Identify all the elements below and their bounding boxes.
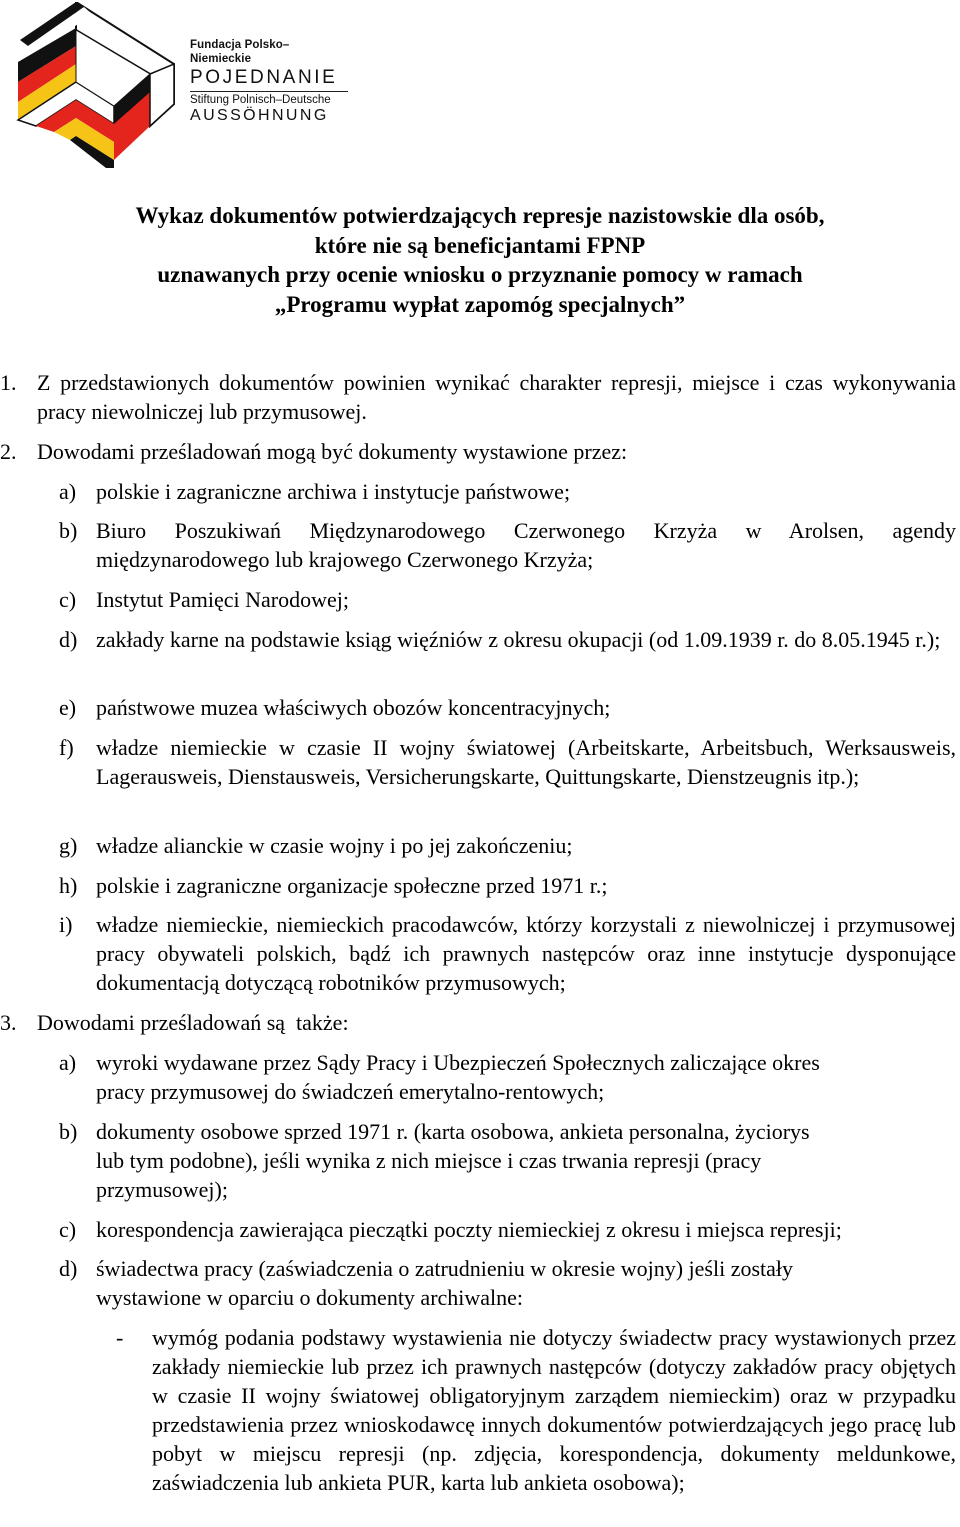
item-mark: a) xyxy=(59,1050,77,1075)
item-mark: c) xyxy=(59,587,77,612)
logo-line-3: Stiftung Polnisch–Deutsche xyxy=(190,94,331,106)
item-mark: e) xyxy=(59,695,77,720)
item-mark: h) xyxy=(59,873,78,898)
dash-item-text: wymóg podania podstawy wystawienia nie dotyczy świadectw pracy wystawionych przez zakłady niemieckie lub przez ich prawnych następców (dotyczy zakładów pracy objętych w czasie II wojny światowej obligatoryjnym zarządem niemieckim) oraz w przypadku przedstawienia przez wnioskodawcę innych dokumentów potwierdzających jego pracę lub pobyt w miejscu represji (np. zdjęcia, korespondencja, dokumenty meldunkowe, zaświadczenia lub ankieta PUR, karta lub ankieta osobowa); xyxy=(152,1325,956,1495)
item-mark: d) xyxy=(59,627,78,652)
title-line-3: uznawanych przy ocenie wniosku o przyznanie pomocy w ramach xyxy=(157,262,803,287)
logo-line-4: AUSSÖHNUNG xyxy=(190,107,329,124)
item-mark: b) xyxy=(59,1119,78,1144)
item-text: władze niemieckie w czasie II wojny światowej (Arbeitskarte, Arbeitsbuch, Werksausweis, Lagerausweis, Dienstausweis, Versicherungskarte, Quittungskarte, Dienstzeugnis itp.); xyxy=(96,735,956,789)
item-text: polskie i zagraniczne archiwa i instytucje państwowe; xyxy=(96,479,571,504)
item-line: wyroki wydawane przez Sądy Pracy i Ubezpieczeń Społecznych zaliczające okres xyxy=(96,1050,820,1075)
logo-line-2: POJEDNANIE xyxy=(190,67,338,88)
item-text: Biuro Poszukiwań Międzynarodowego Czerwonego Krzyża w Arolsen, agendy międzynarodowego lub krajowego Czerwonego Krzyża; xyxy=(96,518,956,572)
item-text: władze niemieckie, niemieckich pracodawców, którzy korzystali z niewolniczej i przymusowej pracy obywateli polskich, bądź ich prawnych następców oraz inne instytucje dysponujące dokumentacją dotyczącą robotników przymusowych; xyxy=(96,912,956,995)
item-text: państwowe muzea właściwych obozów koncentracyjnych; xyxy=(96,695,611,720)
point-text: Dowodami prześladowań mogą być dokumenty wystawione przez: xyxy=(37,439,628,464)
point-number: 1. xyxy=(0,370,17,395)
item-mark: c) xyxy=(59,1217,77,1242)
point-number: 2. xyxy=(0,439,17,464)
point-text: Z przedstawionych dokumentów powinien wynikać charakter represji, miejsce i czas wykonywania pracy niewolniczej lub przymusowej. xyxy=(37,370,956,424)
point-number: 3. xyxy=(0,1010,17,1035)
item-mark: a) xyxy=(59,479,77,504)
foundation-logo xyxy=(14,2,344,168)
item-line: pracy przymusowej do świadczeń emerytalno-rentowych; xyxy=(96,1079,605,1104)
logo-line-1: Fundacja Polsko–Niemieckie xyxy=(190,39,290,65)
item-text: zakłady karne na podstawie ksiąg więźniów z okresu okupacji (od 1.09.1939 r. do 8.05.1945 r.); xyxy=(96,627,941,652)
logo-divider xyxy=(190,91,348,92)
item-line: świadectwa pracy (zaświadczenia o zatrudnieniu w okresie wojny) jeśli zostały xyxy=(96,1256,794,1281)
item-line: wystawione w oparciu o dokumenty archiwalne: xyxy=(96,1285,524,1310)
item-line: przymusowej); xyxy=(96,1177,228,1202)
item-mark: b) xyxy=(59,518,78,543)
title-line-1: Wykaz dokumentów potwierdzających represje nazistowskie dla osób, xyxy=(135,203,825,228)
item-line: dokumenty osobowe sprzed 1971 r. (karta osobowa, ankieta personalna, życiorys xyxy=(96,1119,810,1144)
item-text: władze alianckie w czasie wojny i po jej zakończeniu; xyxy=(96,833,573,858)
title-line-2: które nie są beneficjantami FPNP xyxy=(314,232,646,258)
item-mark: i) xyxy=(59,912,73,937)
item-mark: d) xyxy=(59,1256,78,1281)
item-line: korespondencja zawierająca pieczątki poczty niemieckiej z okresu i miejsca represji; xyxy=(96,1217,842,1242)
item-text: Instytut Pamięci Narodowej; xyxy=(96,587,349,612)
item-line: lub tym podobne), jeśli wynika z nich miejsce i czas trwania represji (pracy xyxy=(96,1148,762,1173)
item-mark: f) xyxy=(59,735,74,760)
logo-emblem-icon xyxy=(14,2,179,168)
item-text: polskie i zagraniczne organizacje społeczne przed 1971 r.; xyxy=(96,873,608,898)
item-mark: g) xyxy=(59,833,78,858)
title-line-4: „Programu wypłat zapomóg specjalnych” xyxy=(274,291,686,317)
dash-mark: - xyxy=(116,1325,124,1350)
document-title xyxy=(0,201,960,319)
point-text: Dowodami prześladowań są także: xyxy=(37,1010,349,1035)
logo-wordmark xyxy=(190,38,348,125)
